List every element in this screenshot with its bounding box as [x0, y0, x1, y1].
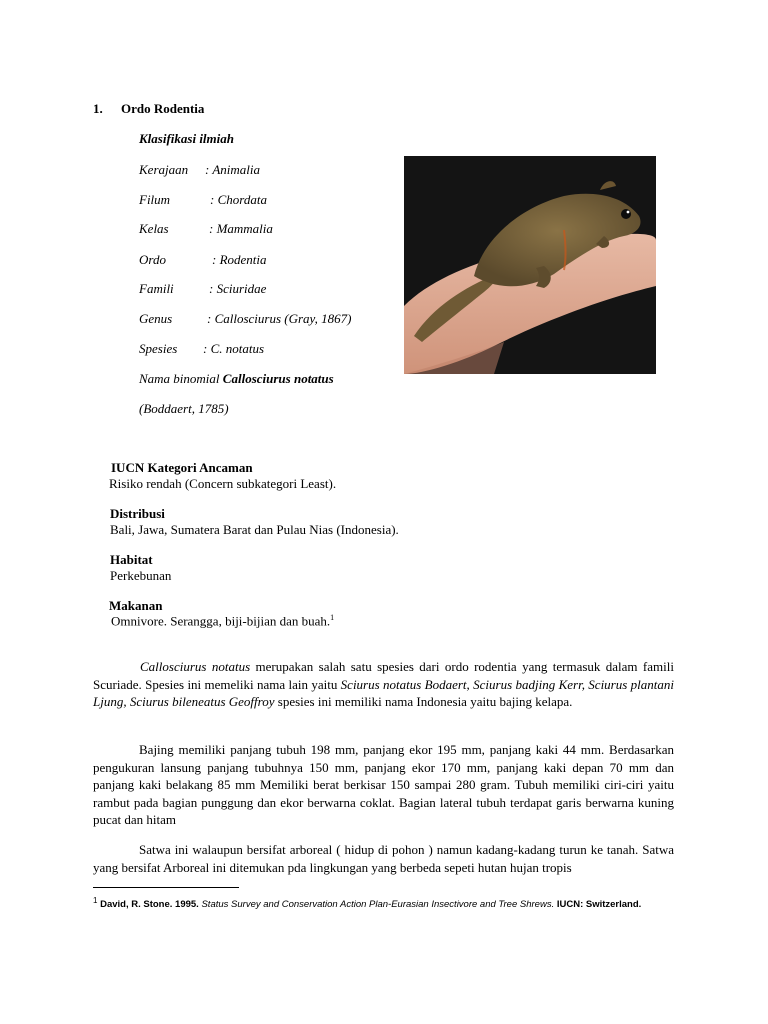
- row-key: Kelas: [139, 221, 169, 236]
- species-name: Callosciurus notatus: [140, 659, 251, 674]
- classification-row-famili: [139, 281, 266, 297]
- paragraph-1-text-b: spesies ini memiliki nama Indonesia yaitu bajing kelapa.: [274, 694, 573, 709]
- distribusi-heading: Distribusi: [110, 506, 165, 521]
- makanan-text-body: Omnivore. Serangga, biji-bijian dan buah.: [111, 613, 331, 629]
- row-key: Kerajaan: [139, 162, 189, 177]
- makanan-heading: Makanan: [109, 598, 163, 613]
- row-value: : C. notatus: [203, 341, 265, 356]
- footnote-mark: 1: [93, 896, 98, 905]
- row-value: : Chordata: [210, 192, 267, 207]
- footnote-ref: 1: [330, 613, 335, 622]
- binomial-label: Nama binomial: [139, 371, 220, 386]
- section-title: Ordo Rodentia: [121, 101, 205, 116]
- row-value: : Rodentia: [212, 252, 267, 267]
- row-value: : Animalia: [205, 162, 261, 177]
- classification-row-spesies: [139, 341, 264, 357]
- row-value: : Mammalia: [209, 221, 273, 236]
- binomial-line: [139, 371, 334, 387]
- row-key: Filum: [139, 192, 171, 207]
- iucn-text: Risiko rendah (Concern subkategori Least).: [109, 476, 337, 491]
- paragraph-1-text-a: merupakan salah satu spesies dari ordo rodentia yang termasuk dalam famili Scuriade. Spesies ini memeliki nama lain yaitu: [93, 659, 674, 692]
- row-key: Spesies: [139, 341, 178, 356]
- classification-row-genus: [139, 311, 351, 327]
- paragraph-1: [93, 658, 674, 711]
- classification-row-kelas: [139, 221, 273, 237]
- classification-row-filum: [139, 192, 267, 208]
- footnote-author: David, R. Stone. 1995.: [97, 899, 202, 911]
- binomial-author: (Boddaert, 1785): [139, 401, 229, 416]
- habitat-text: Perkebunan: [110, 568, 172, 583]
- footnote-publisher: IUCN: Switzerland.: [554, 899, 642, 911]
- classification-row-kerajaan: [139, 162, 260, 178]
- paragraph-3: Satwa ini walaupun bersifat arboreal ( hidup di pohon ) namun kadang-kadang turun ke tanah. Satwa yang bersifat Arboreal ini ditemukan pda lingkungan yang berbeda sepeti hutan hujan tropis: [93, 842, 674, 875]
- classification-row-ordo: [139, 252, 267, 268]
- row-value: : Sciuridae: [209, 281, 267, 296]
- iucn-heading: IUCN Kategori Ancaman: [111, 460, 253, 475]
- distribusi-text: Bali, Jawa, Sumatera Barat dan Pulau Nias (Indonesia).: [110, 522, 399, 537]
- footnote-title: Status Survey and Conservation Action Plan-Eurasian Insectivore and Tree Shrews.: [201, 899, 555, 911]
- squirrel-on-arm-image: [404, 156, 656, 374]
- classification-title: Klasifikasi ilmiah: [139, 131, 234, 146]
- row-key: Ordo: [139, 252, 166, 267]
- row-value: : Callosciurus (Gray, 1867): [207, 311, 352, 326]
- footnote: [93, 893, 653, 913]
- section-number: 1.: [93, 101, 103, 116]
- binomial-name: Callosciurus notatus: [222, 371, 334, 386]
- row-key: Genus: [139, 311, 173, 326]
- squirrel-photo: [404, 156, 656, 374]
- row-key: Famili: [139, 281, 174, 296]
- habitat-heading: Habitat: [110, 552, 153, 567]
- synonyms: Sciurus notatus Bodaert, Sciurus badjing Kerr, Sciurus plantani Ljung, Sciurus bileneatus Geoffroy: [93, 676, 674, 709]
- makanan-text: [111, 613, 334, 629]
- footnote-divider: [93, 887, 239, 888]
- paragraph-2: Bajing memiliki panjang tubuh 198 mm, panjang ekor 195 mm, panjang kaki 44 mm. Berdasarkan pengukuran lansung panjang tubuhnya 150 mm, panjang ekor 170 mm, panjang kaki depan 70 mm dan panjang kaki belakang 85 mm Memiliki berat berkisar 150 sampai 280 gram. Tubuh memiliki ciri-ciri yaitu rambut pada bagian punggung dan ekor berwarna coklat. Bagian lateral tubuh terdapat garis berwarna kuning pucat dan hitam: [93, 742, 674, 827]
